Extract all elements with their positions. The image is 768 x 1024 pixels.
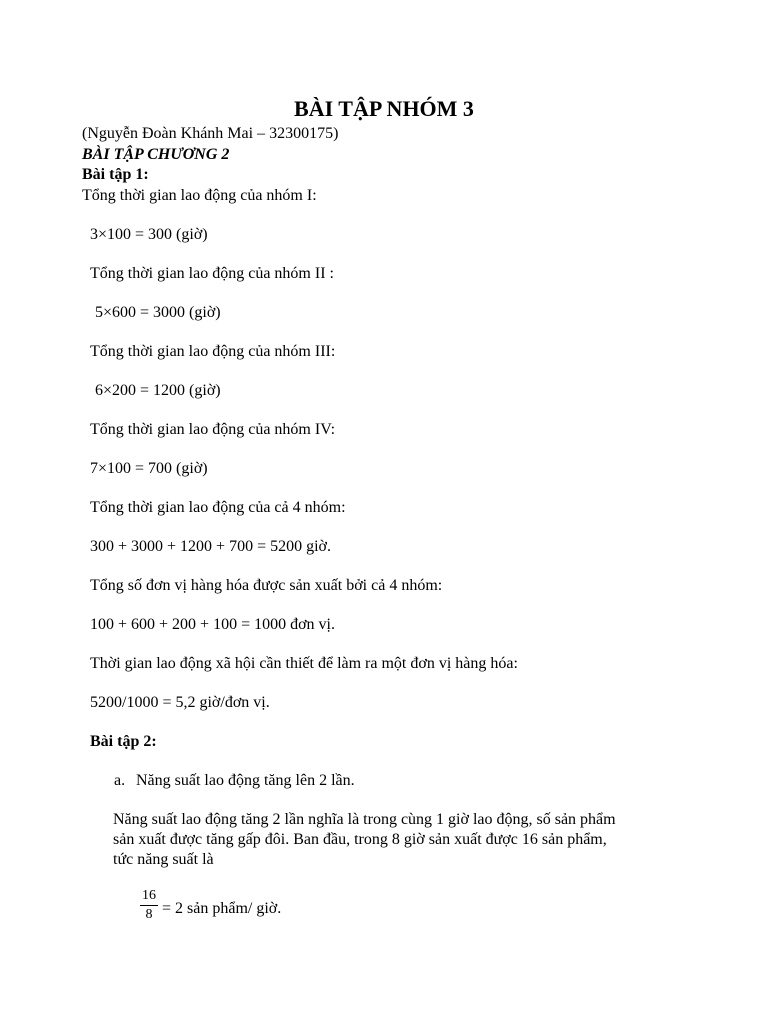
fraction bbox=[140, 888, 158, 923]
paragraph-line: tức năng suất là bbox=[113, 851, 214, 868]
exercise1-line: 5200/1000 = 5,2 giờ/đơn vị. bbox=[90, 694, 270, 711]
fraction-bar bbox=[140, 905, 158, 906]
exercise1-line: Tổng thời gian lao động của nhóm II : bbox=[90, 265, 334, 282]
exercise1-line: 7×100 = 700 (giờ) bbox=[90, 460, 208, 477]
chapter-heading: BÀI TẬP CHƯƠNG 2 bbox=[82, 146, 230, 163]
exercise1-line: 100 + 600 + 200 + 100 = 1000 đơn vị. bbox=[90, 616, 335, 633]
exercise1-line: Tổng thời gian lao động của nhóm I: bbox=[82, 187, 317, 204]
paragraph-line: Năng suất lao động tăng 2 lần nghĩa là trong cùng 1 giờ lao động, số sản phẩm bbox=[113, 811, 616, 828]
exercise1-line: 300 + 3000 + 1200 + 700 = 5200 giờ. bbox=[90, 538, 331, 555]
exercise1-heading: Bài tập 1: bbox=[82, 166, 149, 183]
exercise2-heading: Bài tập 2: bbox=[90, 733, 157, 750]
list-item-marker: a. bbox=[114, 772, 126, 789]
list-item-a-text: Năng suất lao động tăng lên 2 lần. bbox=[136, 772, 355, 789]
exercise1-line: 3×100 = 300 (giờ) bbox=[90, 226, 208, 243]
exercise1-line: Thời gian lao động xã hội cần thiết để làm ra một đơn vị hàng hóa: bbox=[90, 655, 518, 672]
document-title: BÀI TẬP NHÓM 3 bbox=[294, 96, 474, 121]
exercise1-line: 6×200 = 1200 (giờ) bbox=[95, 382, 221, 399]
exercise1-line: Tổng thời gian lao động của cả 4 nhóm: bbox=[90, 499, 346, 516]
paragraph-line: sản xuất được tăng gấp đôi. Ban đầu, trong 8 giờ sản xuất được 16 sản phẩm, bbox=[113, 831, 607, 848]
exercise1-line: Tổng thời gian lao động của nhóm IV: bbox=[90, 421, 336, 438]
exercise1-line: Tổng thời gian lao động của nhóm III: bbox=[90, 343, 336, 360]
fraction-numerator: 16 bbox=[142, 888, 156, 903]
fraction-result: = 2 sản phẩm/ giờ. bbox=[162, 900, 282, 917]
fraction-denominator: 8 bbox=[145, 907, 153, 922]
exercise1-line: 5×600 = 3000 (giờ) bbox=[95, 304, 221, 321]
author-line: (Nguyễn Đoàn Khánh Mai – 32300175) bbox=[82, 125, 339, 142]
exercise1-line: Tổng số đơn vị hàng hóa được sản xuất bởi cả 4 nhóm: bbox=[90, 577, 443, 594]
